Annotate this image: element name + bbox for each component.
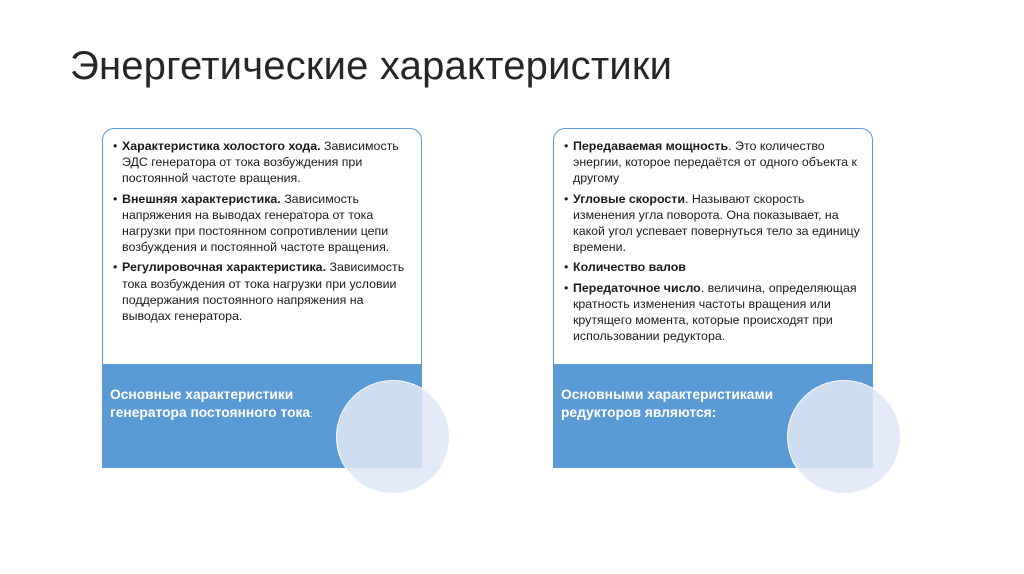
generator-card-caption (110, 386, 330, 423)
generator-characteristics-list (103, 129, 421, 324)
list-item (564, 191, 864, 256)
generator-card (102, 128, 424, 468)
generator-card-body (102, 128, 422, 364)
list-item (113, 138, 413, 187)
reducer-card (553, 128, 875, 468)
list-item-text: . Называют скорость изменения угла поворота. Она показывает, на какой угол успевает повернуться тело за единицу времени. (573, 191, 860, 255)
decorative-circle (336, 380, 450, 494)
list-item-text: Зависимость напряжения на выводах генератора от тока нагрузки при постоянном сопротивлении цепи возбуждения и постоянной частоте вращения. (122, 191, 390, 255)
list-item (564, 280, 864, 345)
caption-suffix: : (310, 409, 313, 419)
list-item-text: Зависимость ЭДС генератора от тока возбуждения при постоянной частоте вращения. (122, 139, 399, 186)
slide-title: Энергетические характеристики (70, 44, 673, 88)
list-item (564, 138, 864, 187)
list-item-term: Внешняя характеристика. (122, 191, 281, 206)
list-item-text: Зависимость тока возбуждения от тока нагрузки при условии поддержания постоянного напряжения на выводах генератора. (122, 260, 405, 324)
list-item-term: Характеристика холостого хода. (122, 139, 321, 153)
list-item-term: Передаточное число (573, 280, 701, 295)
list-item-term: Регулировочная характеристика. (122, 260, 327, 275)
list-item (113, 259, 413, 324)
reducer-characteristics-list (554, 129, 872, 344)
list-item-text: . Это количество энергии, которое передаётся от одного объекта к другому (573, 139, 857, 186)
list-item-term: Передаваемая мощность (573, 139, 729, 153)
reducer-card-caption (561, 386, 781, 423)
decorative-circle (787, 380, 901, 494)
list-item-term: Количество валов (573, 260, 686, 275)
list-item (564, 259, 864, 275)
list-item-text: . величина, определяющая кратность изменения частоты вращения или крутящего момента, которые происходят при использовании редуктора. (573, 280, 857, 344)
reducer-card-body (553, 128, 873, 364)
list-item (113, 191, 413, 256)
caption-text: Основные характеристики генератора постоянного тока (110, 387, 311, 420)
caption-text: Основными характеристиками редукторов являются: (561, 387, 774, 420)
list-item-term: Угловые скорости (573, 191, 685, 206)
